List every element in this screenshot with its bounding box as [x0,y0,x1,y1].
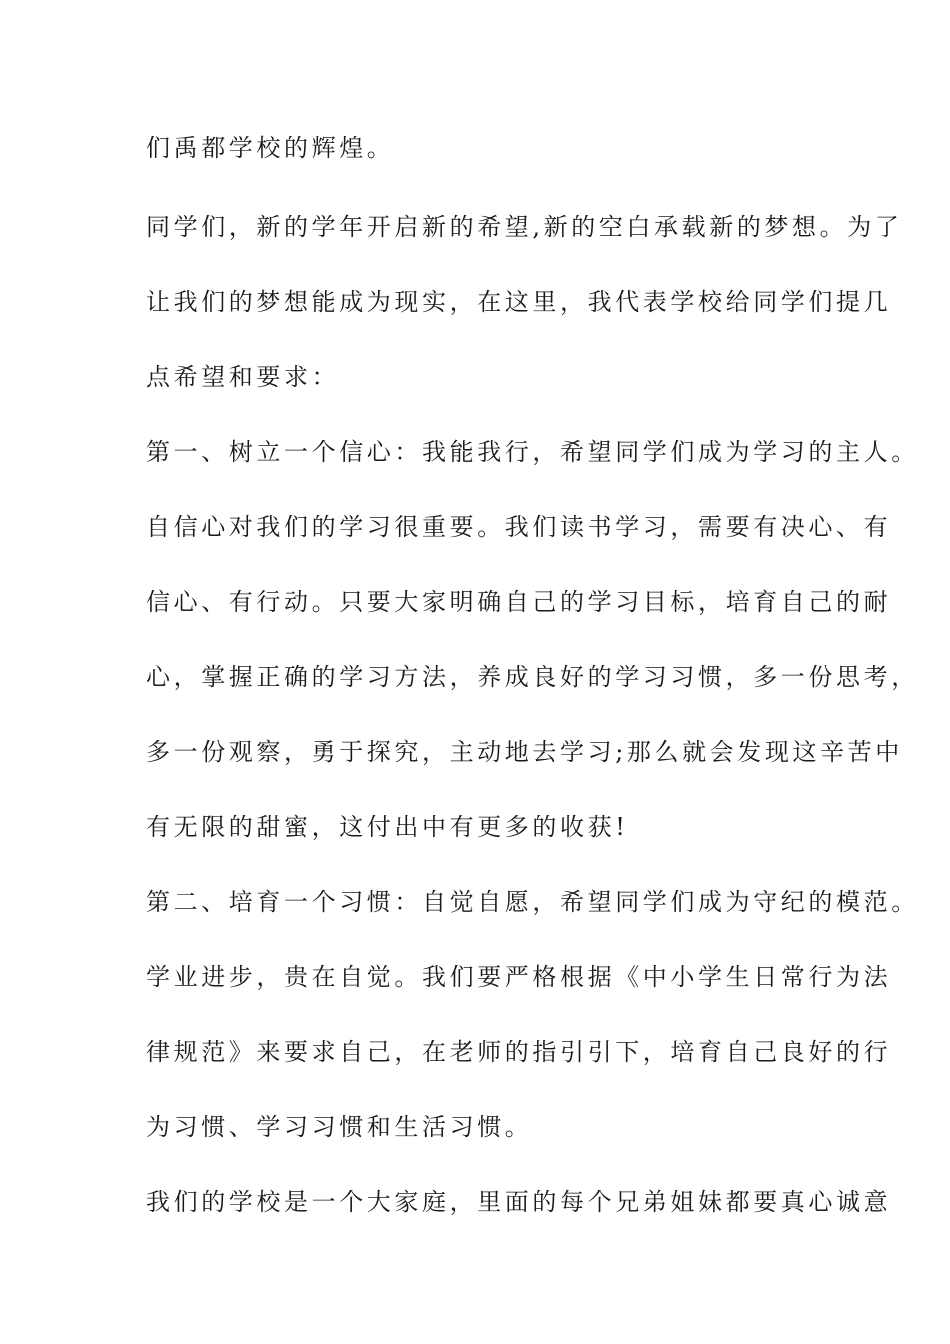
text-line: 们禹都学校的辉煌。 [146,134,395,162]
text-line: 心，掌握正确的学习方法，养成良好的学习习惯，多一份思考， [146,663,919,691]
text-line: 我们的学校是一个大家庭，里面的每个兄弟姐妹都要真心诚意 [146,1188,892,1216]
text-line: 学业进步，贵在自觉。我们要严格根据《中小学生日常行为法 [146,963,892,991]
text-line: 让我们的梦想能成为现实，在这里，我代表学校给同学们提几 [146,288,892,316]
text-line: 同学们，新的学年开启新的希望,新的空白承载新的梦想。为了 [146,213,903,241]
text-line: 第二、培育一个习惯：自觉自愿，希望同学们成为守纪的模范。 [146,888,919,916]
text-line: 第一、树立一个信心：我能我行，希望同学们成为学习的主人。 [146,438,919,466]
text-line: 自信心对我们的学习很重要。我们读书学习，需要有决心、有 [146,513,892,541]
text-line: 为习惯、学习习惯和生活习惯。 [146,1113,533,1141]
text-line: 有无限的甜蜜，这付出中有更多的收获! [146,813,629,841]
text-line: 多一份观察，勇于探究，主动地去学习;那么就会发现这辛苦中 [146,738,903,766]
text-line: 点希望和要求： [146,363,340,391]
text-line: 信心、有行动。只要大家明确自己的学习目标，培育自己的耐 [146,588,892,616]
text-line: 律规范》来要求自己，在老师的指引引下，培育自己良好的行 [146,1038,892,1066]
